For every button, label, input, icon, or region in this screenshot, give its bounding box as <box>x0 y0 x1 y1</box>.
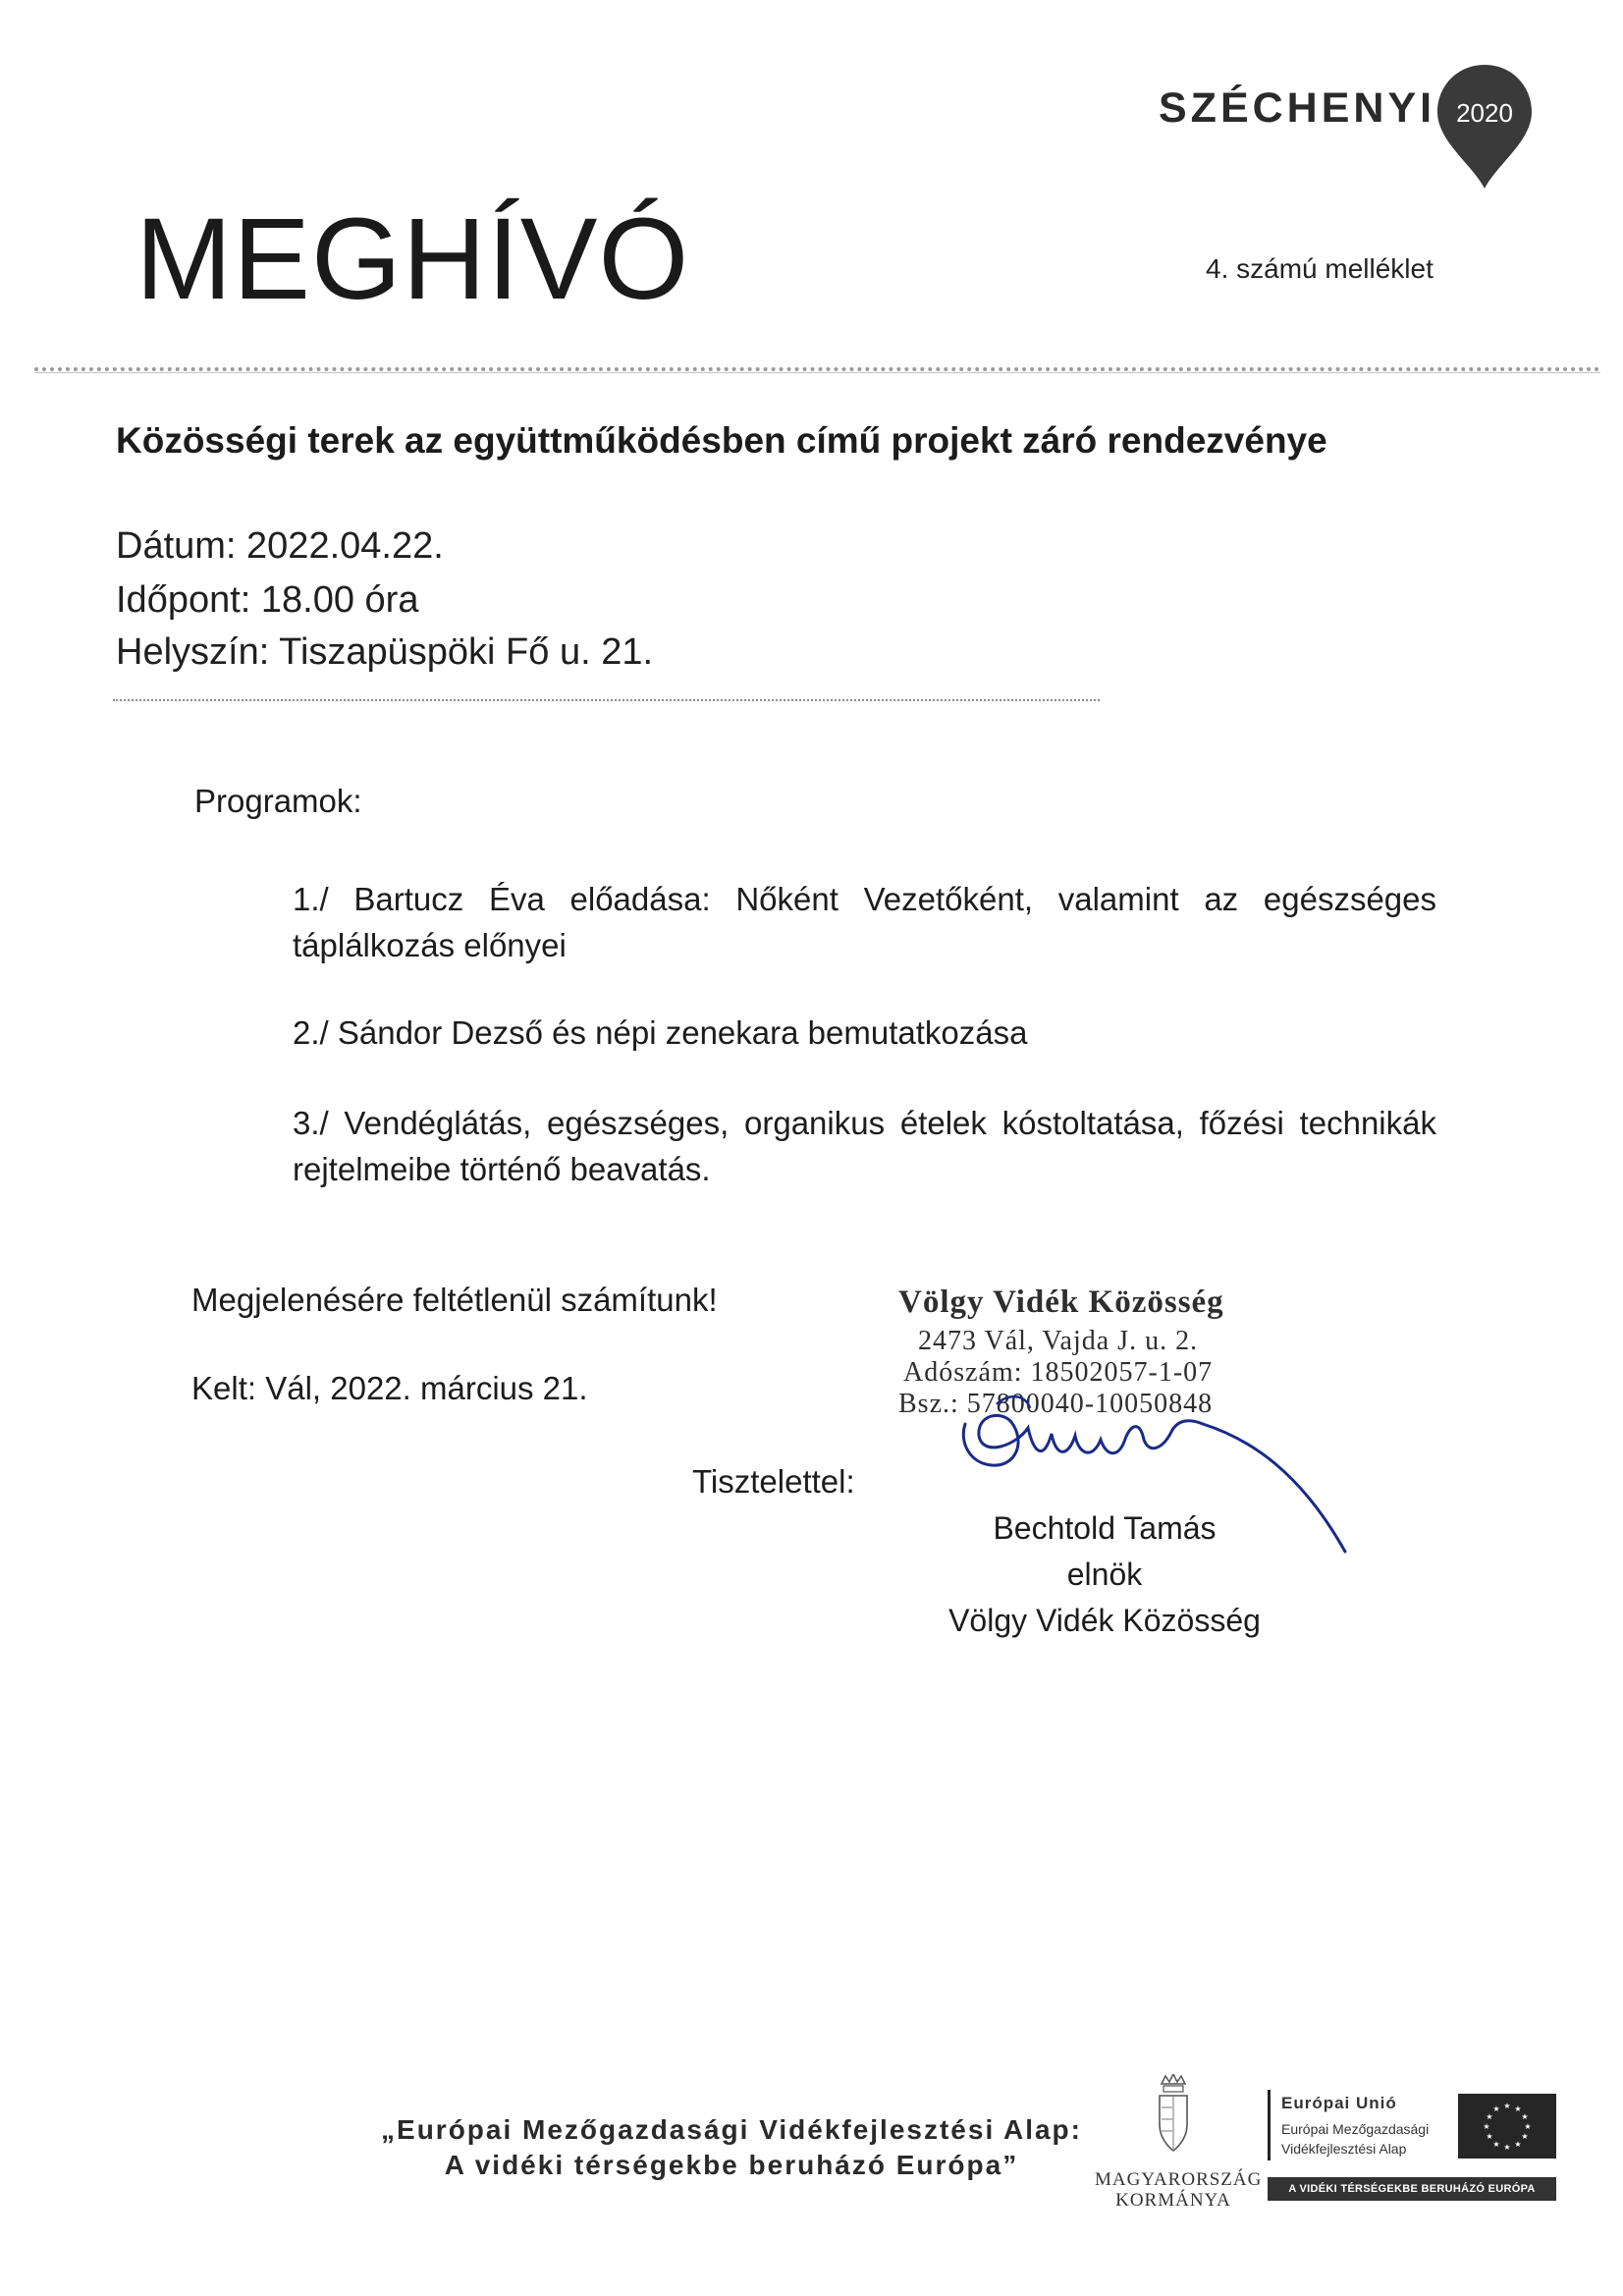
government-label <box>1095 2169 1263 2211</box>
signer-org: Völgy Vidék Közösség <box>948 1603 1261 1638</box>
eu-fund-line: Vidékfejlesztési Alap <box>1281 2141 1407 2157</box>
program-item: 3./ Vendéglátás, egészséges, organikus ételek kóstoltatása, főzési technikák rejtelmeibe történő beavatás. <box>293 1105 1436 1187</box>
closing-line: Megjelenésére feltétlenül számítunk! <box>191 1282 718 1318</box>
programs-label: Programok: <box>194 783 362 819</box>
annex-label: 4. számú melléklet <box>1206 253 1434 284</box>
eu-title: Európai Unió <box>1281 2094 1397 2112</box>
svg-text:★: ★ <box>1521 2112 1529 2121</box>
svg-text:★: ★ <box>1486 2112 1493 2121</box>
program-item: 1./ Bartucz Éva előadása: Nőként Vezetőként, valamint az egészséges táplálkozás előnyei <box>293 881 1436 963</box>
szechenyi-2020-logo-icon <box>1435 63 1534 191</box>
footer-slogan-line: „Európai Mezőgazdasági Vidékfejlesztési Alap: <box>381 2114 1082 2145</box>
top-divider <box>34 367 1600 371</box>
svg-text:★: ★ <box>1521 2132 1529 2141</box>
details-divider <box>113 699 1100 701</box>
eu-divider <box>1268 2090 1271 2160</box>
svg-text:★: ★ <box>1486 2132 1493 2141</box>
government-label-line: KORMÁNYA <box>1115 2190 1231 2211</box>
svg-text:★: ★ <box>1503 2102 1511 2110</box>
eu-flag-icon <box>1458 2094 1556 2159</box>
svg-text:★: ★ <box>1524 2122 1532 2131</box>
svg-text:★: ★ <box>1514 2105 1522 2113</box>
logo-year: 2020 <box>1456 98 1513 128</box>
eu-fund-label <box>1281 2094 1429 2159</box>
government-label-line: MAGYARORSZÁG <box>1095 2169 1263 2190</box>
svg-text:★: ★ <box>1492 2105 1500 2113</box>
eu-slogan-banner: A VIDÉKI TÉRSÉGEKBE BERUHÁZÓ EURÓPA <box>1268 2177 1556 2201</box>
event-time: Időpont: 18.00 óra <box>116 579 419 621</box>
top-divider-line <box>34 372 1600 373</box>
footer-slogan-line: A vidéki térségekbe beruházó Európa” <box>444 2150 1019 2180</box>
stamp-address: 2473 Vál, Vajda J. u. 2. <box>918 1326 1199 1356</box>
stamp-bank-number: Bsz.: 57800040-10050848 <box>898 1389 1214 1419</box>
eu-fund-name <box>1281 2119 1429 2159</box>
stamp-org-name: Völgy Vidék Közösség <box>898 1285 1224 1320</box>
issue-date: Kelt: Vál, 2022. március 21. <box>191 1370 588 1406</box>
svg-text:★: ★ <box>1514 2140 1522 2149</box>
event-date: Dátum: 2022.04.22. <box>116 525 444 567</box>
svg-text:★: ★ <box>1492 2140 1500 2149</box>
stamp-tax-number: Adószám: 18502057-1-07 <box>903 1357 1214 1388</box>
eu-fund-line: Európai Mezőgazdasági <box>1281 2121 1430 2137</box>
svg-text:★: ★ <box>1483 2122 1490 2131</box>
signer-role: elnök <box>1066 1557 1143 1592</box>
svg-text:★: ★ <box>1503 2143 1511 2152</box>
signer-name: Bechtold Tamás <box>993 1510 1217 1546</box>
footer-slogan <box>363 2112 1100 2183</box>
regards: Tisztelettel: <box>692 1463 855 1500</box>
event-subtitle: Közösségi terek az együttműködésben című projekt záró rendezvénye <box>116 420 1327 461</box>
page-title: MEGHÍVÓ <box>135 194 690 324</box>
szechenyi-brand: SZÉCHENYI <box>1159 84 1436 132</box>
program-item: 2./ Sándor Dezső és népi zenekara bemutatkozása <box>293 1014 1028 1051</box>
event-place: Helyszín: Tiszapüspöki Fő u. 21. <box>116 631 654 673</box>
hungarian-crest-icon <box>1154 2074 1193 2160</box>
